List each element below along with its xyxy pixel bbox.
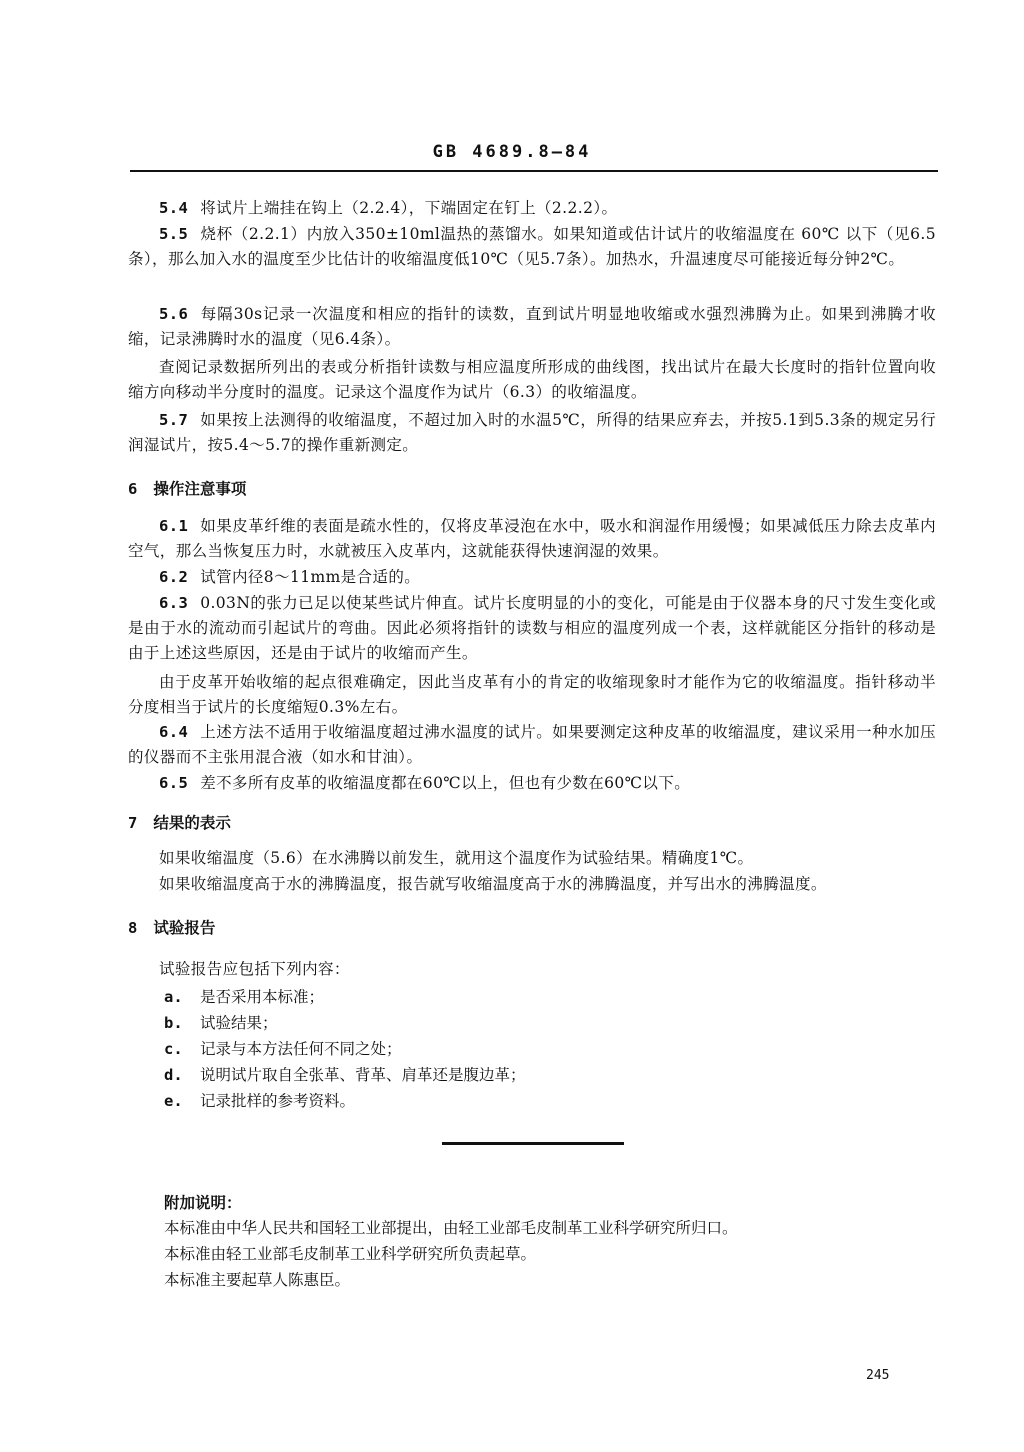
clause-6-2 bbox=[128, 565, 936, 590]
clause-5-4 bbox=[128, 196, 936, 221]
clause-number: 5.7 bbox=[159, 411, 189, 429]
section-7-paragraph-2: 如果收缩温度高于水的沸腾温度，报告就写收缩温度高于水的沸腾温度，并写出水的沸腾温度。 bbox=[159, 875, 827, 893]
section-title: 操作注意事项 bbox=[153, 479, 247, 498]
clause-5-6 bbox=[128, 302, 936, 352]
section-8-intro: 试验报告应包括下列内容： bbox=[159, 960, 350, 978]
section-7-paragraph-1: 如果收缩温度（5.6）在水沸腾以前发生，就用这个温度作为试验结果。精确度1℃。 bbox=[159, 849, 754, 867]
page-number: 245 bbox=[866, 1368, 890, 1383]
clause-text: 如果皮革纤维的表面是疏水性的，仅将皮革浸泡在水中，吸水和润湿作用缓慢；如果减低压力除去皮革内空气，那么当恢复压力时，水就被压入皮革内，这就能获得快速润湿的效果。 bbox=[128, 517, 936, 560]
section-title: 试验报告 bbox=[153, 918, 216, 937]
clause-text: 0.03N的张力已足以使某些试片伸直。试片长度明显的小的变化，可能是由于仪器本身的尺寸发生变化或是由于水的流动而引起试片的弯曲。因此必须将指针的读数与相应的温度列成一个表，这样就能区分指针的移动是由于上述这些原因，还是由于试片的收缩而产生。 bbox=[128, 594, 936, 662]
clause-text: 每隔30s记录一次温度和相应的指针的读数，直到试片明显地收缩或水强烈沸腾为止。如果到沸腾才收缩，记录沸腾时水的温度（见6.4条）。 bbox=[128, 305, 936, 348]
closing-rule bbox=[442, 1142, 624, 1145]
clause-number: 6.2 bbox=[159, 568, 189, 586]
clause-5-7 bbox=[128, 408, 936, 458]
additional-notes-title: 附加说明： bbox=[164, 1193, 242, 1212]
additional-note-line: 本标准由轻工业部毛皮制革工业科学研究所负责起草。 bbox=[164, 1245, 537, 1263]
clause-6-3-continued: 由于皮革开始收缩的起点很难确定，因此当皮革有小的肯定的收缩现象时才能作为它的收缩温度。指针移动半分度相当于试片的长度缩短0.3%左右。 bbox=[128, 673, 936, 716]
clause-text: 将试片上端挂在钩上（2.2.4），下端固定在钉上（2.2.2）。 bbox=[200, 199, 618, 217]
clause-text: 如果按上法测得的收缩温度，不超过加入时的水温5℃，所得的结果应弃去，并按5.1到5.3条的规定另行润湿试片，按5.4～5.7的操作重新测定。 bbox=[128, 411, 936, 454]
clause-text: 烧杯（2.2.1）内放入350±10ml温热的蒸馏水。如果知道或估计试片的收缩温度在 60℃ 以下（见6.5条），那么加入水的温度至少比估计的收缩温度低10℃（见5.7条）。加热水，升温速度尽可能接近每分钟2℃。 bbox=[128, 225, 936, 268]
clause-text: 试管内径8～11mm是合适的。 bbox=[200, 568, 421, 586]
section-number: 7 bbox=[128, 814, 138, 832]
clause-number: 5.5 bbox=[159, 225, 189, 243]
list-marker: a. bbox=[164, 988, 183, 1006]
list-marker: c. bbox=[164, 1040, 183, 1058]
clause-6-5 bbox=[128, 771, 936, 796]
clause-number: 6.3 bbox=[159, 594, 189, 612]
page-header: GB 4689.8—84 bbox=[432, 142, 592, 162]
clause-number: 5.6 bbox=[159, 305, 189, 323]
list-item bbox=[164, 1011, 278, 1036]
list-item bbox=[164, 1037, 402, 1062]
list-text: 记录与本方法任何不同之处； bbox=[200, 1040, 402, 1058]
list-text: 说明试片取自全张革、背革、肩革还是腹边革； bbox=[200, 1066, 526, 1084]
clause-number: 6.1 bbox=[159, 517, 189, 535]
clause-number: 6.5 bbox=[159, 774, 189, 792]
section-title: 结果的表示 bbox=[153, 813, 231, 832]
list-marker: e. bbox=[164, 1092, 183, 1110]
clause-text: 上述方法不适用于收缩温度超过沸水温度的试片。如果要测定这种皮革的收缩温度，建议采用一种水加压的仪器而不主张用混合液（如水和甘油）。 bbox=[128, 723, 936, 766]
clause-5-5 bbox=[128, 222, 936, 272]
section-7-heading bbox=[128, 810, 231, 836]
list-text: 是否采用本标准； bbox=[200, 988, 325, 1006]
list-marker: b. bbox=[164, 1014, 183, 1032]
clause-6-3 bbox=[128, 591, 936, 666]
clause-5-6-continued: 查阅记录数据所列出的表或分析指针读数与相应温度所形成的曲线图，找出试片在最大长度时的指针位置向收缩方向移动半分度时的温度。记录这个温度作为试片（6.3）的收缩温度。 bbox=[128, 358, 936, 401]
clause-6-1 bbox=[128, 514, 936, 564]
list-item bbox=[164, 1063, 526, 1088]
additional-note-line: 本标准由中华人民共和国轻工业部提出，由轻工业部毛皮制革工业科学研究所归口。 bbox=[164, 1219, 738, 1237]
section-number: 8 bbox=[128, 919, 138, 937]
clause-text: 差不多所有皮革的收缩温度都在60℃以上，但也有少数在60℃以下。 bbox=[200, 774, 691, 792]
section-6-heading bbox=[128, 476, 246, 502]
additional-note-line: 本标准主要起草人陈惠臣。 bbox=[164, 1271, 351, 1289]
section-number: 6 bbox=[128, 480, 138, 498]
list-text: 试验结果； bbox=[200, 1014, 278, 1032]
list-marker: d. bbox=[164, 1066, 183, 1084]
list-item bbox=[164, 1089, 355, 1114]
clause-6-4 bbox=[128, 720, 936, 770]
clause-number: 6.4 bbox=[159, 723, 189, 741]
list-item bbox=[164, 985, 324, 1010]
clause-number: 5.4 bbox=[159, 199, 189, 217]
section-8-heading bbox=[128, 915, 215, 941]
header-rule bbox=[130, 170, 938, 172]
list-text: 记录批样的参考资料。 bbox=[200, 1092, 356, 1110]
